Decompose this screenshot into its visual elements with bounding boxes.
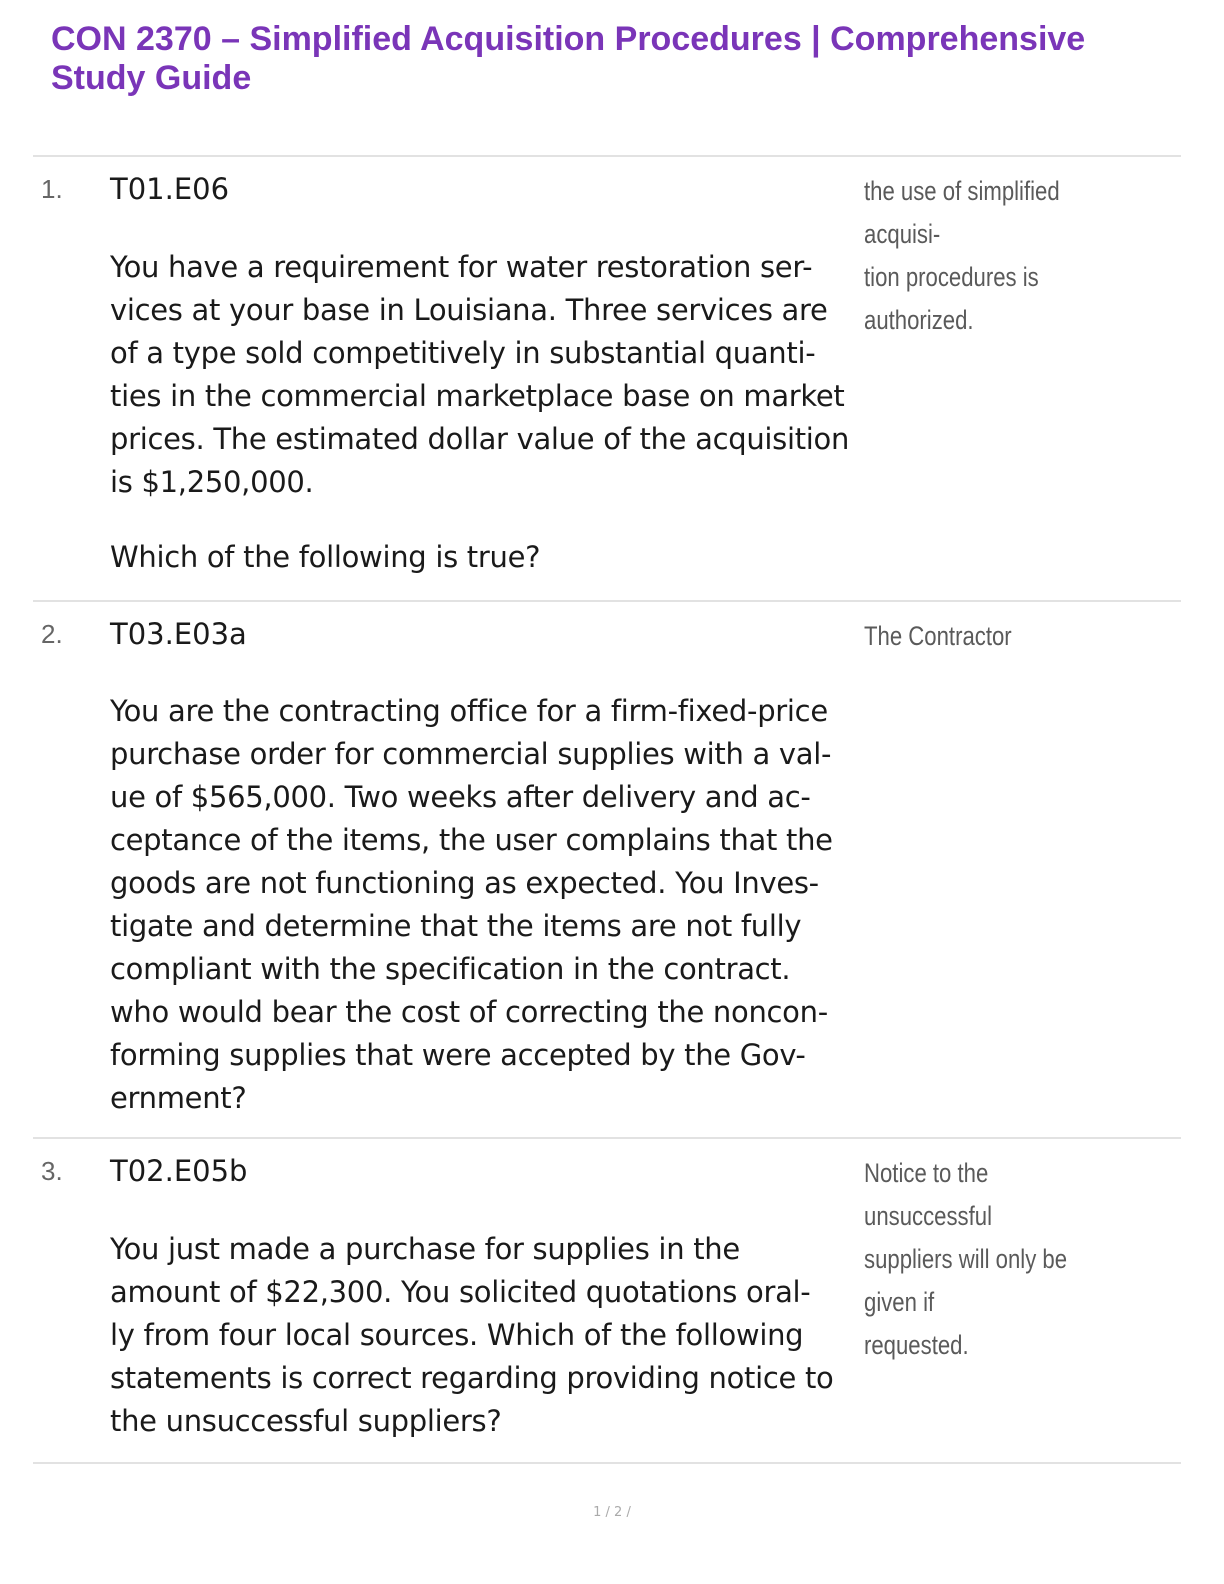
question-text (110, 246, 860, 579)
question-card-3 (33, 1138, 1181, 1462)
question-body: You have a requirement for water restoration ser- vices at your base in Louisiana. Three services are of a type sold competitively in substantial quanti- ties in the commercial marketplace base on market prices. The estimated dollar value of the acquisition is $1,250,000. (110, 250, 850, 499)
page-number: 1 / 2 / (593, 1505, 631, 1520)
question-number: 2. (41, 619, 63, 649)
question-id: T03.E03a (110, 617, 247, 651)
question-text (110, 690, 860, 1120)
question-prompt: Which of the following is true? (110, 540, 541, 574)
answer-text: The Contractor (864, 621, 1012, 651)
page-title: CON 2370 – Simplified Acquisition Procedures | Comprehensive Study Guide (51, 20, 1086, 97)
divider (33, 1462, 1181, 1464)
question-card-1 (33, 156, 1181, 600)
answer-text: Notice to the unsuccessful suppliers will only be given if requested. (864, 1158, 1068, 1360)
question-number: 1. (41, 174, 63, 204)
question-card-2 (33, 601, 1181, 1137)
question-id: T02.E05b (110, 1154, 248, 1188)
question-id: T01.E06 (110, 172, 230, 206)
question-body: You are the contracting office for a firm-fixed-price purchase order for commercial supplies with a val- ue of $565,000. Two weeks after delivery and ac- ceptance of the items, the user complains that the goods are not functioning as expected. You Inves- tigate and determine that the items are not fully compliant with the specification in the contract. who would bear the cost of correcting the noncon- forming supplies that were accepted by the Gov- ernment? (110, 694, 833, 1115)
question-text (110, 1228, 860, 1443)
question-number: 3. (41, 1156, 63, 1186)
question-body: You just made a purchase for supplies in the amount of $22,300. You solicited quotations oral- ly from four local sources. Which of the following statements is correct regarding providing notice to the unsuccessful suppliers? (110, 1232, 834, 1438)
answer-text: the use of simplified acquisi- tion procedures is authorized. (864, 176, 1060, 335)
